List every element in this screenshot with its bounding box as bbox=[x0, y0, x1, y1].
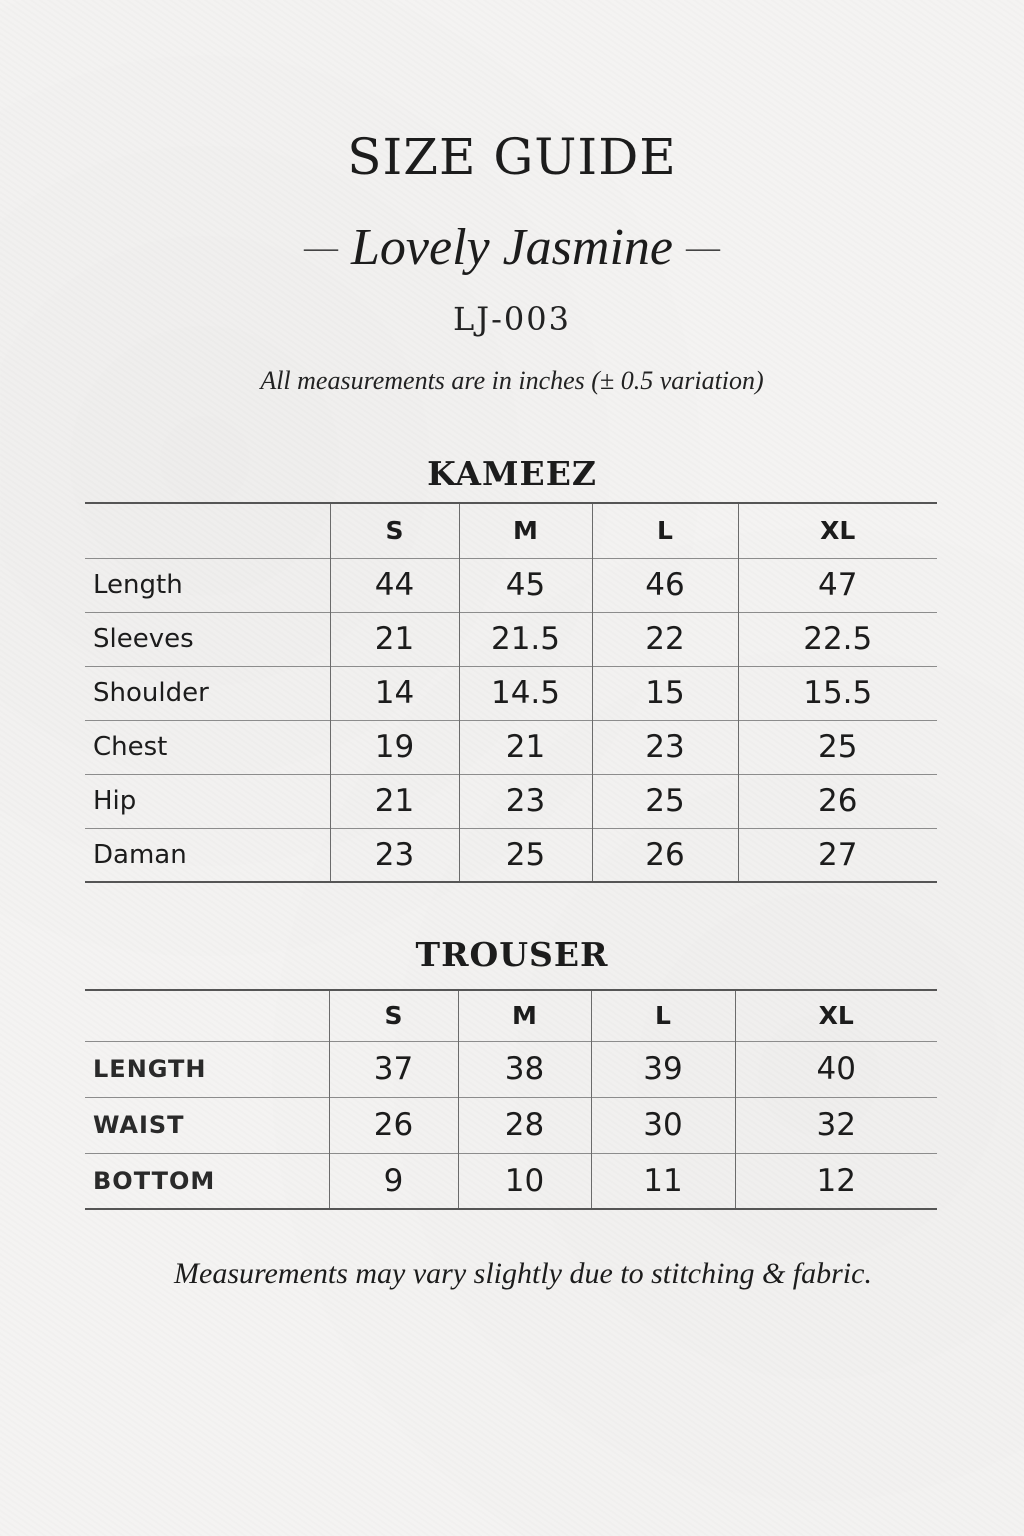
trouser-table bbox=[85, 989, 937, 1210]
table-row bbox=[85, 774, 937, 828]
table-row bbox=[85, 1041, 937, 1097]
product-name: Lovely Jasmine bbox=[350, 219, 673, 276]
trouser-size-l: L bbox=[591, 990, 735, 1041]
table-cell: 22.5 bbox=[738, 612, 937, 666]
kameez-size-m: M bbox=[459, 503, 592, 558]
table-cell: 45 bbox=[459, 558, 592, 612]
table-cell: 32 bbox=[735, 1097, 937, 1153]
row-label: LENGTH bbox=[93, 1055, 207, 1083]
product-name-line bbox=[0, 218, 1024, 277]
kameez-table bbox=[85, 502, 937, 883]
trouser-size-s: S bbox=[329, 990, 458, 1041]
table-row bbox=[85, 1097, 937, 1153]
table-cell: 39 bbox=[591, 1041, 735, 1097]
table-cell: 26 bbox=[329, 1097, 458, 1153]
trouser-title: TROUSER bbox=[415, 935, 609, 974]
table-row bbox=[85, 666, 937, 720]
right-dash: — bbox=[686, 229, 720, 267]
row-label: Length bbox=[93, 570, 183, 600]
table-cell: 23 bbox=[592, 720, 738, 774]
table-cell: 19 bbox=[330, 720, 459, 774]
table-cell: 38 bbox=[458, 1041, 591, 1097]
table-row bbox=[85, 612, 937, 666]
product-code: LJ-003 bbox=[453, 300, 571, 338]
trouser-size-xl: XL bbox=[735, 990, 937, 1041]
kameez-size-s: S bbox=[330, 503, 459, 558]
trouser-header-row bbox=[85, 990, 937, 1041]
table-cell: 21 bbox=[330, 774, 459, 828]
row-label: Shoulder bbox=[93, 678, 209, 708]
table-row bbox=[85, 558, 937, 612]
table-cell: 21.5 bbox=[459, 612, 592, 666]
table-cell: 27 bbox=[738, 828, 937, 882]
row-label: Sleeves bbox=[93, 624, 194, 654]
table-cell: 40 bbox=[735, 1041, 937, 1097]
footer-note: Measurements may vary slightly due to stitching & fabric. bbox=[174, 1257, 872, 1290]
row-label: WAIST bbox=[93, 1111, 185, 1139]
table-cell: 26 bbox=[738, 774, 937, 828]
left-dash: — bbox=[303, 229, 338, 267]
table-cell: 26 bbox=[592, 828, 738, 882]
table-cell: 9 bbox=[329, 1153, 458, 1209]
table-row bbox=[85, 828, 937, 882]
row-label: Hip bbox=[93, 786, 137, 816]
table-row bbox=[85, 1153, 937, 1209]
trouser-size-m: M bbox=[458, 990, 591, 1041]
table-cell: 30 bbox=[591, 1097, 735, 1153]
table-cell: 23 bbox=[330, 828, 459, 882]
table-cell: 23 bbox=[459, 774, 592, 828]
table-cell: 10 bbox=[458, 1153, 591, 1209]
table-cell: 44 bbox=[330, 558, 459, 612]
kameez-size-xl: XL bbox=[738, 503, 937, 558]
trouser-header-blank bbox=[85, 990, 329, 1041]
measurement-note: All measurements are in inches (± 0.5 variation) bbox=[260, 366, 764, 395]
table-cell: 11 bbox=[591, 1153, 735, 1209]
table-cell: 25 bbox=[459, 828, 592, 882]
table-cell: 15.5 bbox=[738, 666, 937, 720]
table-cell: 12 bbox=[735, 1153, 937, 1209]
row-label: BOTTOM bbox=[93, 1166, 216, 1195]
table-cell: 21 bbox=[330, 612, 459, 666]
table-cell: 25 bbox=[738, 720, 937, 774]
table-cell: 22 bbox=[592, 612, 738, 666]
table-cell: 14.5 bbox=[459, 666, 592, 720]
table-cell: 21 bbox=[459, 720, 592, 774]
table-cell: 15 bbox=[592, 666, 738, 720]
row-label: Chest bbox=[93, 732, 168, 762]
kameez-title: KAMEEZ bbox=[427, 454, 597, 493]
page-title: SIZE GUIDE bbox=[347, 128, 677, 186]
table-cell: 25 bbox=[592, 774, 738, 828]
table-cell: 47 bbox=[738, 558, 937, 612]
table-cell: 37 bbox=[329, 1041, 458, 1097]
row-label: Daman bbox=[93, 839, 187, 870]
table-row bbox=[85, 720, 937, 774]
kameez-header-row bbox=[85, 503, 937, 558]
table-cell: 46 bbox=[592, 558, 738, 612]
table-cell: 14 bbox=[330, 666, 459, 720]
kameez-header-blank bbox=[85, 503, 330, 558]
kameez-size-l: L bbox=[592, 503, 738, 558]
table-cell: 28 bbox=[458, 1097, 591, 1153]
